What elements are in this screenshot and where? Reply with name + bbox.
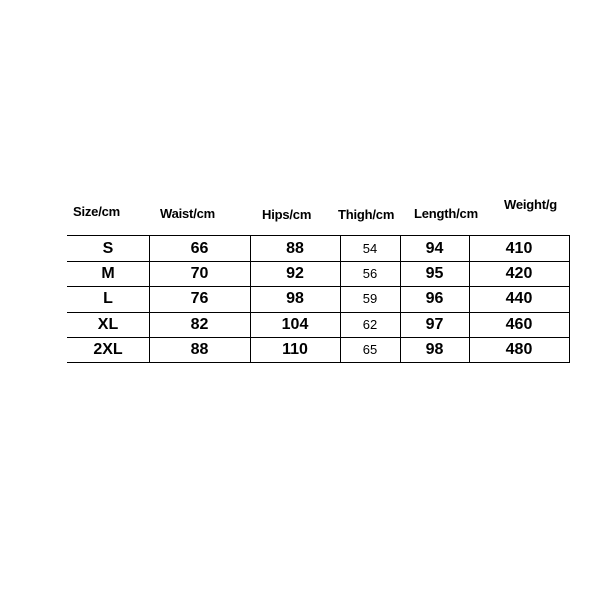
header-hips: Hips/cm — [262, 207, 312, 222]
cell-size: L — [103, 289, 113, 307]
cell-weight: 440 — [505, 289, 533, 307]
cell-waist: 66 — [190, 239, 209, 257]
header-size: Size/cm — [73, 204, 121, 219]
cell-waist: 70 — [190, 264, 209, 282]
table-row — [67, 337, 570, 363]
cell-length: 97 — [425, 315, 444, 333]
cell-thigh: 59 — [362, 291, 378, 307]
cell-thigh: 62 — [362, 317, 378, 333]
cell-length: 94 — [425, 239, 444, 257]
cell-thigh: 56 — [362, 266, 378, 282]
table-row — [67, 261, 570, 287]
cell-hips: 110 — [282, 340, 308, 358]
cell-length: 96 — [425, 289, 444, 307]
cell-weight: 460 — [505, 315, 533, 333]
cell-waist: 88 — [190, 340, 209, 358]
cell-length: 98 — [425, 340, 444, 358]
cell-size: XL — [97, 315, 119, 333]
cell-hips: 92 — [286, 264, 304, 282]
table-row — [67, 312, 570, 338]
header-length: Length/cm — [414, 206, 478, 221]
size-table — [67, 235, 570, 363]
cell-weight: 410 — [505, 239, 533, 257]
cell-waist: 82 — [190, 315, 209, 333]
cell-length: 95 — [425, 264, 444, 282]
cell-hips: 98 — [286, 289, 304, 307]
cell-hips: 104 — [281, 315, 309, 333]
cell-hips: 88 — [286, 239, 304, 257]
cell-weight: 420 — [505, 264, 533, 282]
table-row — [67, 236, 570, 262]
cell-waist: 76 — [190, 289, 209, 307]
cell-thigh: 65 — [362, 342, 378, 358]
cell-size: 2XL — [93, 340, 123, 358]
table-row — [67, 286, 570, 312]
cell-size: S — [102, 239, 114, 257]
cell-thigh: 54 — [362, 241, 378, 257]
cell-weight: 480 — [505, 340, 533, 358]
header-waist: Waist/cm — [160, 206, 215, 221]
header-thigh: Thigh/cm — [338, 207, 395, 222]
cell-size: M — [101, 264, 115, 282]
header-weight: Weight/g — [504, 197, 558, 212]
